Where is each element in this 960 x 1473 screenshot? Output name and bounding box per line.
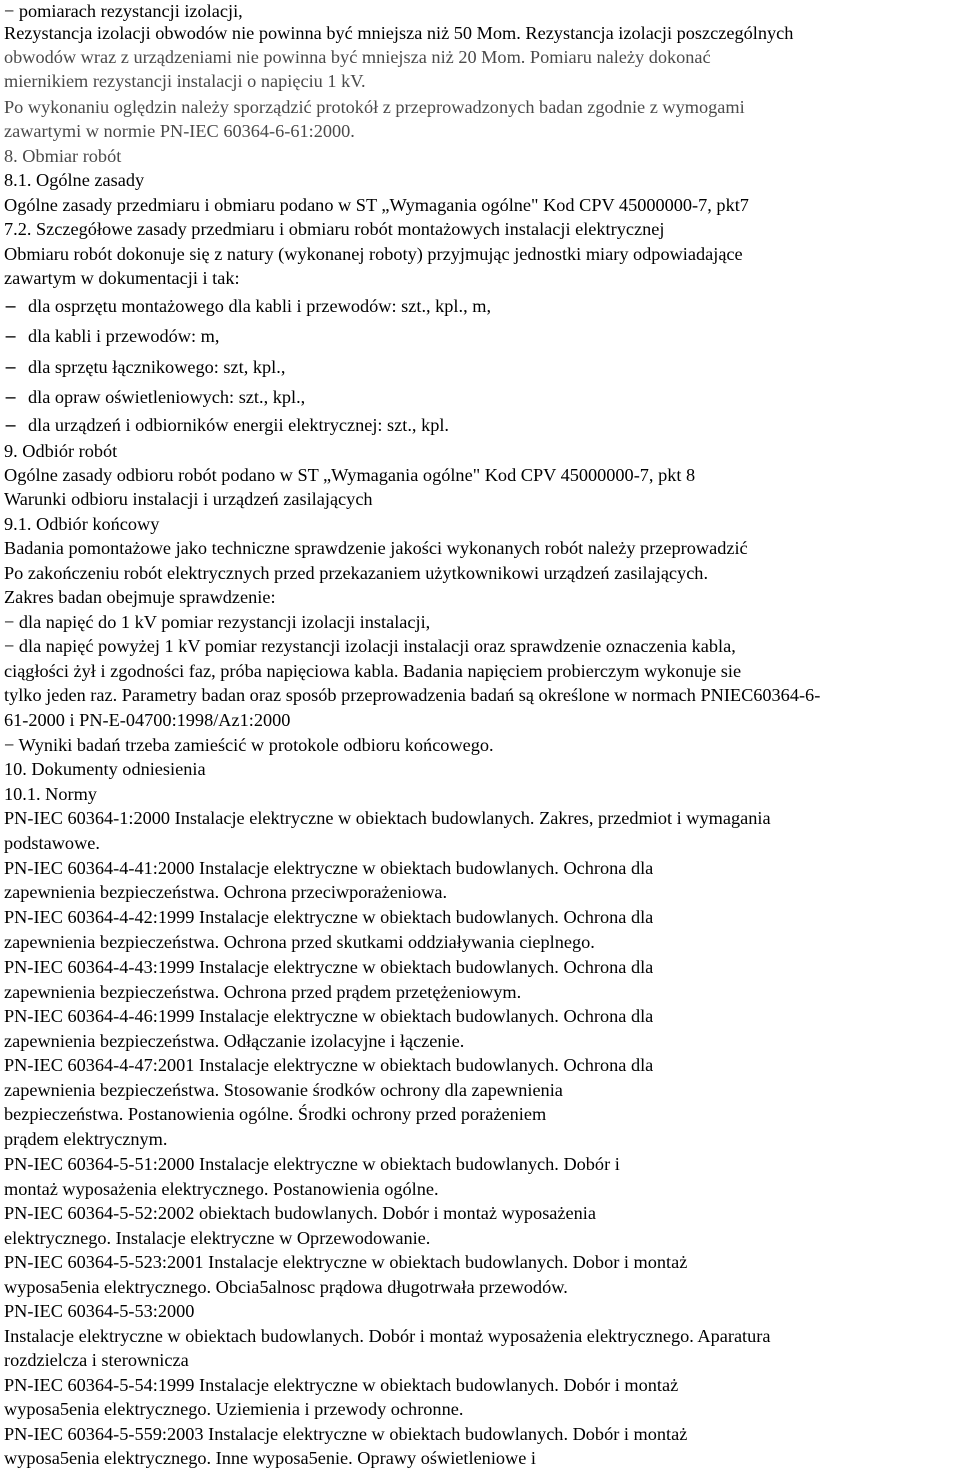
text-line: PN-IEC 60364-4-47:2001 Instalacje elektryczne w obiektach budowlanych. Ochrona dla xyxy=(4,1055,654,1075)
text-line: Badania pomontażowe jako techniczne sprawdzenie jakości wykonanych robót należy przeprowadzić xyxy=(4,538,748,558)
list-item: − dla sprzętu łącznikowego: szt, kpl., xyxy=(4,356,285,378)
text-line: podstawowe. xyxy=(4,833,100,853)
text-line: ciągłości żył i zgodności faz, próba napięciowa kabla. Badania napięciem probierczym wykonuje sie xyxy=(4,661,742,681)
text-line: wyposa5enia elektrycznego. Uziemienia i przewody ochronne. xyxy=(4,1399,464,1419)
text-line: Ogólne zasady odbioru robót podano w ST „Wymagania ogólne" Kod CPV 45000000-7, pkt 8 xyxy=(4,465,696,485)
text-line: zapewnienia bezpieczeństwa. Stosowanie środków ochrony dla zapewnienia xyxy=(4,1080,563,1100)
text-line: − dla napięć do 1 kV pomiar rezystancji izolacji instalacji, xyxy=(4,612,431,632)
text-line: zapewnienia bezpieczeństwa. Ochrona przed skutkami oddziaływania cieplnego. xyxy=(4,932,595,952)
text-line: Warunki odbioru instalacji i urządzeń zasilających xyxy=(4,489,373,509)
text-line: PN-IEC 60364-5-54:1999 Instalacje elektryczne w obiektach budowlanych. Dobór i montaż xyxy=(4,1375,679,1395)
section-heading: 9. Odbiór robót xyxy=(4,441,118,461)
text-line: Obmiaru robót dokonuje się z natury (wykonanej roboty) przyjmując jednostki miary odpowiadające xyxy=(4,244,743,264)
text-line: PN-IEC 60364-4-46:1999 Instalacje elektryczne w obiektach budowlanych. Ochrona dla xyxy=(4,1006,654,1026)
text-line: PN-IEC 60364-4-41:2000 Instalacje elektryczne w obiektach budowlanych. Ochrona dla xyxy=(4,858,654,878)
text-line: zapewnienia bezpieczeństwa. Odłączanie izolacyjne i łączenie. xyxy=(4,1031,465,1051)
text-line: zapewnienia bezpieczeństwa. Ochrona przed prądem przetężeniowym. xyxy=(4,982,522,1002)
text-line: 61-2000 i PN-E-04700:1998/Az1:2000 xyxy=(4,710,291,730)
section-heading: 10. Dokumenty odniesienia xyxy=(4,759,206,779)
text-line: tylko jeden raz. Parametry badan oraz sposób przeprowadzenia badań są określone w normach PNIEC60364-6- xyxy=(4,685,821,705)
text-line: Po zakończeniu robót elektrycznych przed przekazaniem użytkownikowi urządzeń zasilających. xyxy=(4,563,709,583)
text-line: Ogólne zasady przedmiaru i obmiaru podano w ST „Wymagania ogólne" Kod CPV 45000000-7, pkt7 xyxy=(4,195,749,215)
text-line: montaż wyposażenia elektrycznego. Postanowienia ogólne. xyxy=(4,1179,439,1199)
text-line: PN-IEC 60364-1:2000 Instalacje elektryczne w obiektach budowlanych. Zakres, przedmiot i wymagania xyxy=(4,808,771,828)
text-line: Zakres badan obejmuje sprawdzenie: xyxy=(4,587,276,607)
text-line: rozdzielcza i sterownicza xyxy=(4,1350,189,1370)
text-line: − pomiarach rezystancji izolacji, xyxy=(4,1,243,21)
list-item: − dla urządzeń i odbiorników energii elektrycznej: szt., kpl. xyxy=(4,414,449,436)
text-line: PN-IEC 60364-5-53:2000 xyxy=(4,1301,195,1321)
list-item: − dla osprzętu montażowego dla kabli i przewodów: szt., kpl., m, xyxy=(4,295,491,317)
text-line: elektrycznego. Instalacje elektryczne w Oprzewodowanie. xyxy=(4,1228,431,1248)
subsection-heading: 8.1. Ogólne zasady xyxy=(4,170,145,190)
text-line: zawartymi w normie PN-IEC 60364-6-61:2000. xyxy=(4,121,355,141)
subsection-heading: 9.1. Odbiór końcowy xyxy=(4,514,160,534)
text-line: PN-IEC 60364-5-559:2003 Instalacje elektryczne w obiektach budowlanych. Dobór i montaż xyxy=(4,1424,688,1444)
text-line: PN-IEC 60364-5-51:2000 Instalacje elektryczne w obiektach budowlanych. Dobór i xyxy=(4,1154,620,1174)
list-item: − dla kabli i przewodów: m, xyxy=(4,325,219,347)
text-line: − dla napięć powyżej 1 kV pomiar rezystancji izolacji instalacji oraz sprawdzenie oznaczenia kabla, xyxy=(4,636,736,656)
section-heading: 8. Obmiar robót xyxy=(4,146,122,166)
text-line: zapewnienia bezpieczeństwa. Ochrona przeciwporażeniowa. xyxy=(4,882,448,902)
text-line: − Wyniki badań trzeba zamieścić w protokole odbioru końcowego. xyxy=(4,735,494,755)
text-line: bezpieczeństwa. Postanowienia ogólne. Środki ochrony przed porażeniem xyxy=(4,1104,547,1124)
text-line: PN-IEC 60364-5-523:2001 Instalacje elektryczne w obiektach budowlanych. Dobor i montaż xyxy=(4,1252,688,1272)
text-line: prądem elektrycznym. xyxy=(4,1129,168,1149)
text-line: PN-IEC 60364-4-43:1999 Instalacje elektryczne w obiektach budowlanych. Ochrona dla xyxy=(4,957,654,977)
text-line: PN-IEC 60364-4-42:1999 Instalacje elektryczne w obiektach budowlanych. Ochrona dla xyxy=(4,907,654,927)
text-line: obwodów wraz z urządzeniami nie powinna być mniejsza niż 20 Mom. Pomiaru należy dokonać xyxy=(4,47,711,67)
text-line: Po wykonaniu oględzin należy sporządzić protokół z przeprowadzonych badan zgodnie z wymogami xyxy=(4,97,745,117)
list-item: − dla opraw oświetleniowych: szt., kpl., xyxy=(4,386,305,408)
text-line: Rezystancja izolacji obwodów nie powinna być mniejsza niż 50 Mom. Rezystancja izolacji poszczególnych xyxy=(4,23,794,43)
text-line: PN-IEC 60364-5-52:2002 obiektach budowlanych. Dobór i montaż wyposażenia xyxy=(4,1203,596,1223)
text-line: zawartym w dokumentacji i tak: xyxy=(4,268,240,288)
text-line: Instalacje elektryczne w obiektach budowlanych. Dobór i montaż wyposażenia elektrycznego. Aparatura xyxy=(4,1326,771,1346)
subsection-heading: 10.1. Normy xyxy=(4,784,97,804)
text-line: wyposa5enia elektrycznego. Inne wyposa5enie. Oprawy oświetleniowe i xyxy=(4,1448,537,1468)
text-line: miernikiem rezystancji instalacji o napięciu 1 kV. xyxy=(4,71,366,91)
text-line: wyposa5enia elektrycznego. Obcia5alnosc prądowa długotrwała przewodów. xyxy=(4,1277,568,1297)
subsection-heading: 7.2. Szczegółowe zasady przedmiaru i obmiaru robót montażowych instalacji elektrycznej xyxy=(4,219,665,239)
